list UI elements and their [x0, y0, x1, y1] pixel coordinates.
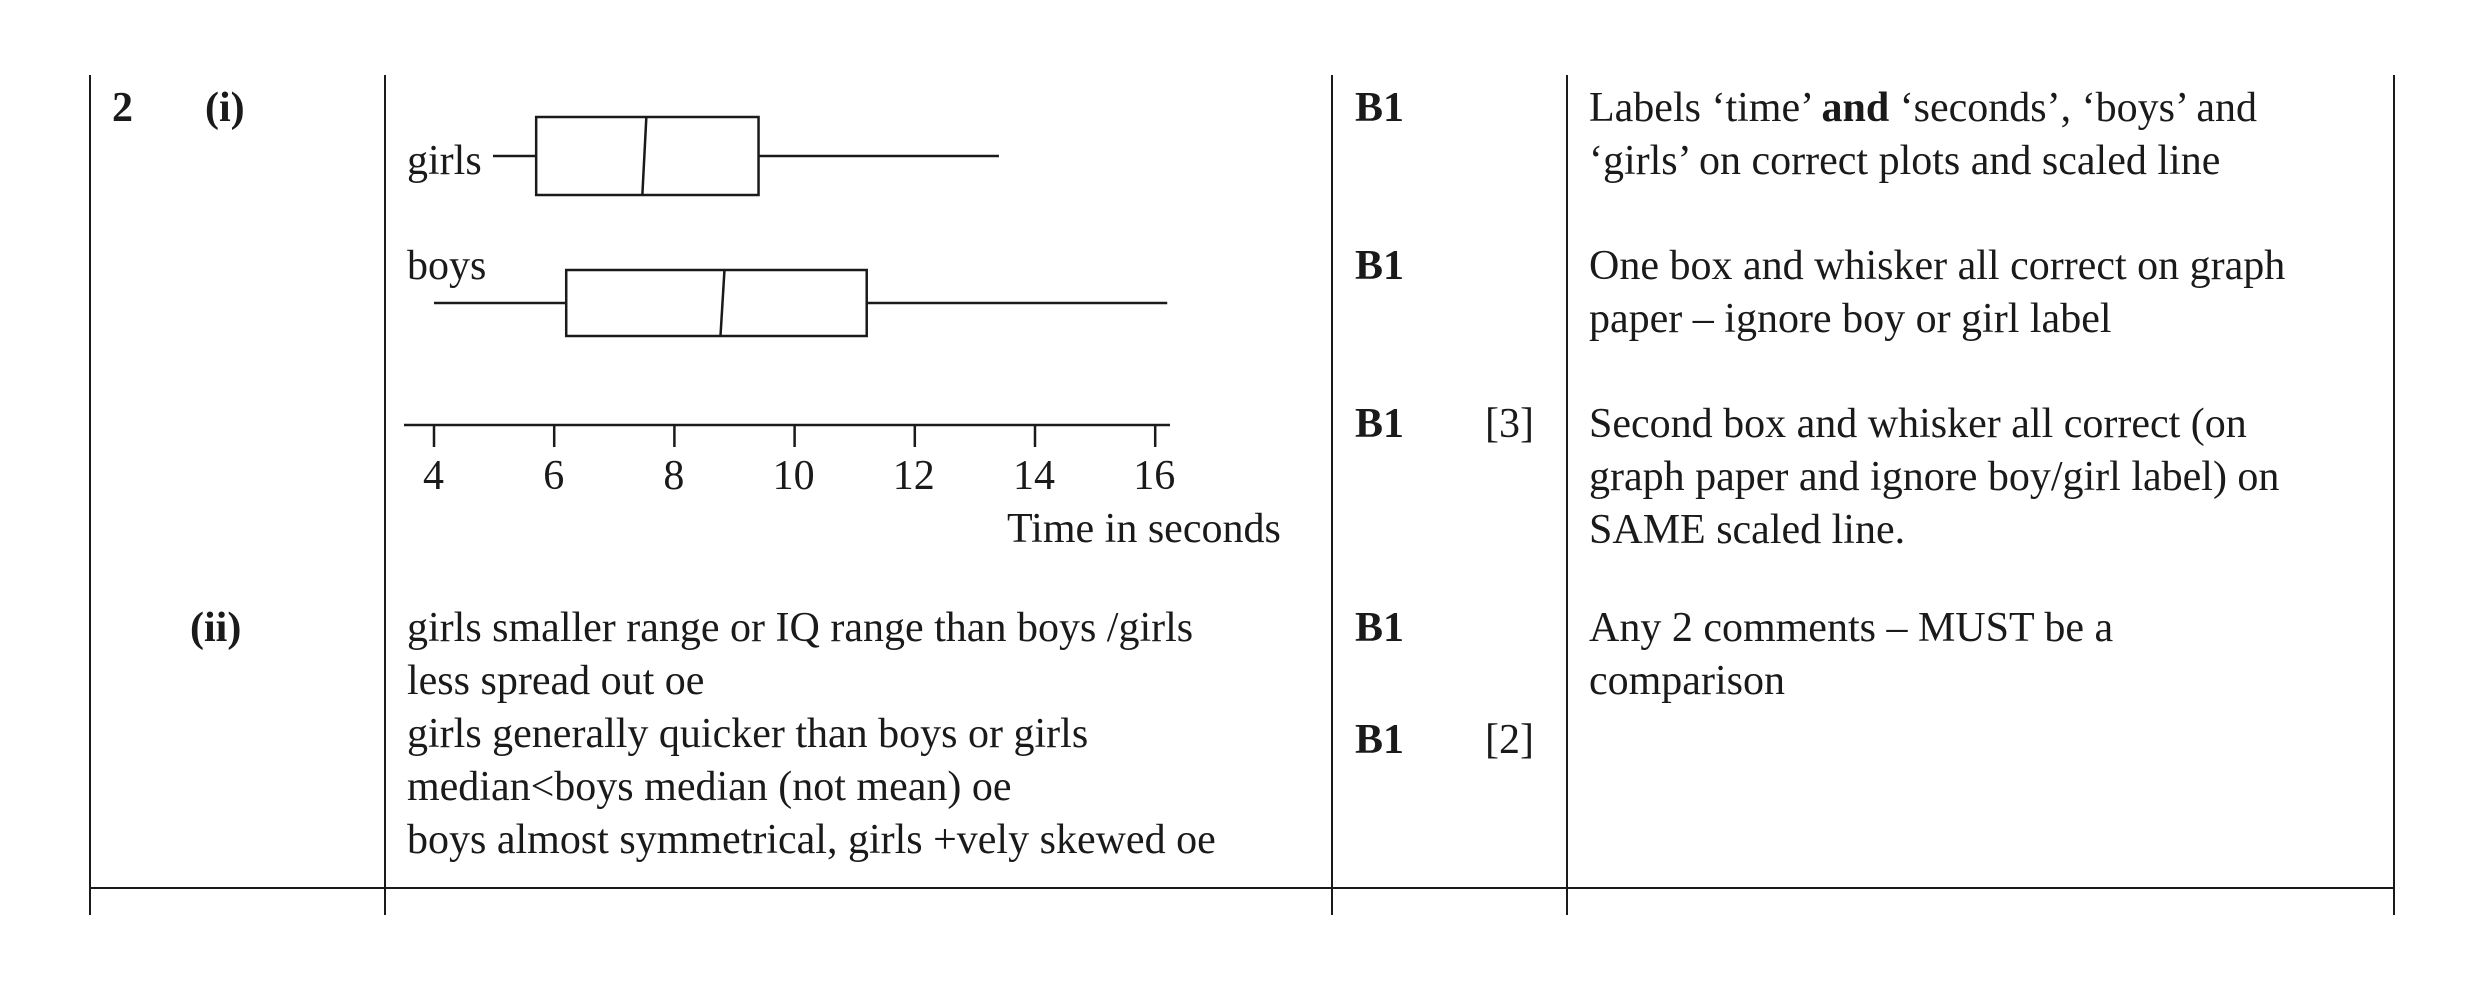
boys-series-label: boys — [407, 243, 487, 289]
x-tick-label: 10 — [772, 453, 815, 499]
guidance-line: Second box and whisker all correct (on — [1589, 401, 2247, 447]
guidance-line: ‘girls’ on correct plots and scaled line — [1589, 138, 2221, 184]
x-tick-label: 8 — [663, 453, 685, 499]
answer-line: girls generally quicker than boys or girls — [407, 711, 1089, 757]
x-tick-label: 12 — [892, 453, 935, 499]
guidance-line: comparison — [1589, 658, 1785, 704]
x-axis-title: Time in seconds — [1007, 506, 1281, 552]
mark-b1: B1 — [1355, 243, 1405, 289]
girls-box — [536, 117, 758, 195]
mark-b1: B1 — [1355, 85, 1405, 131]
mark-b1: B1 — [1355, 605, 1405, 651]
part-label-i: (i) — [205, 85, 245, 131]
guidance-line: One box and whisker all correct on graph — [1589, 243, 2286, 289]
answer-line: boys almost symmetrical, girls +vely skewed oe — [407, 817, 1216, 863]
guidance-line: paper – ignore boy or girl label — [1589, 296, 2112, 342]
answer-line: girls smaller range or IQ range than boys /girls — [407, 605, 1194, 651]
x-tick-label: 4 — [423, 453, 444, 499]
girls-series-label: girls — [407, 138, 482, 184]
boys-median-line — [720, 270, 724, 336]
mark-total: [3] — [1485, 401, 1534, 447]
part-label-ii: (ii) — [190, 605, 242, 651]
x-tick-label: 14 — [1013, 453, 1055, 499]
mark-total: [2] — [1485, 717, 1534, 763]
mark-b1: B1 — [1355, 717, 1405, 763]
boys-box — [566, 270, 867, 336]
x-tick-label: 16 — [1133, 453, 1176, 499]
guidance-line: Any 2 comments – MUST be a — [1589, 605, 2114, 651]
x-tick-label: 6 — [543, 453, 565, 499]
guidance-line: graph paper and ignore boy/girl label) on — [1589, 454, 2280, 500]
answer-line: less spread out oe — [407, 658, 705, 704]
guidance-line: SAME scaled line. — [1589, 507, 1906, 553]
guidance-line: Labels ‘time’ and ‘seconds’, ‘boys’ and — [1589, 85, 2257, 131]
girls-median-line — [642, 117, 646, 195]
answer-line: median<boys median (not mean) oe — [407, 764, 1012, 810]
question-number: 2 — [112, 85, 133, 131]
mark-b1: B1 — [1355, 401, 1405, 447]
